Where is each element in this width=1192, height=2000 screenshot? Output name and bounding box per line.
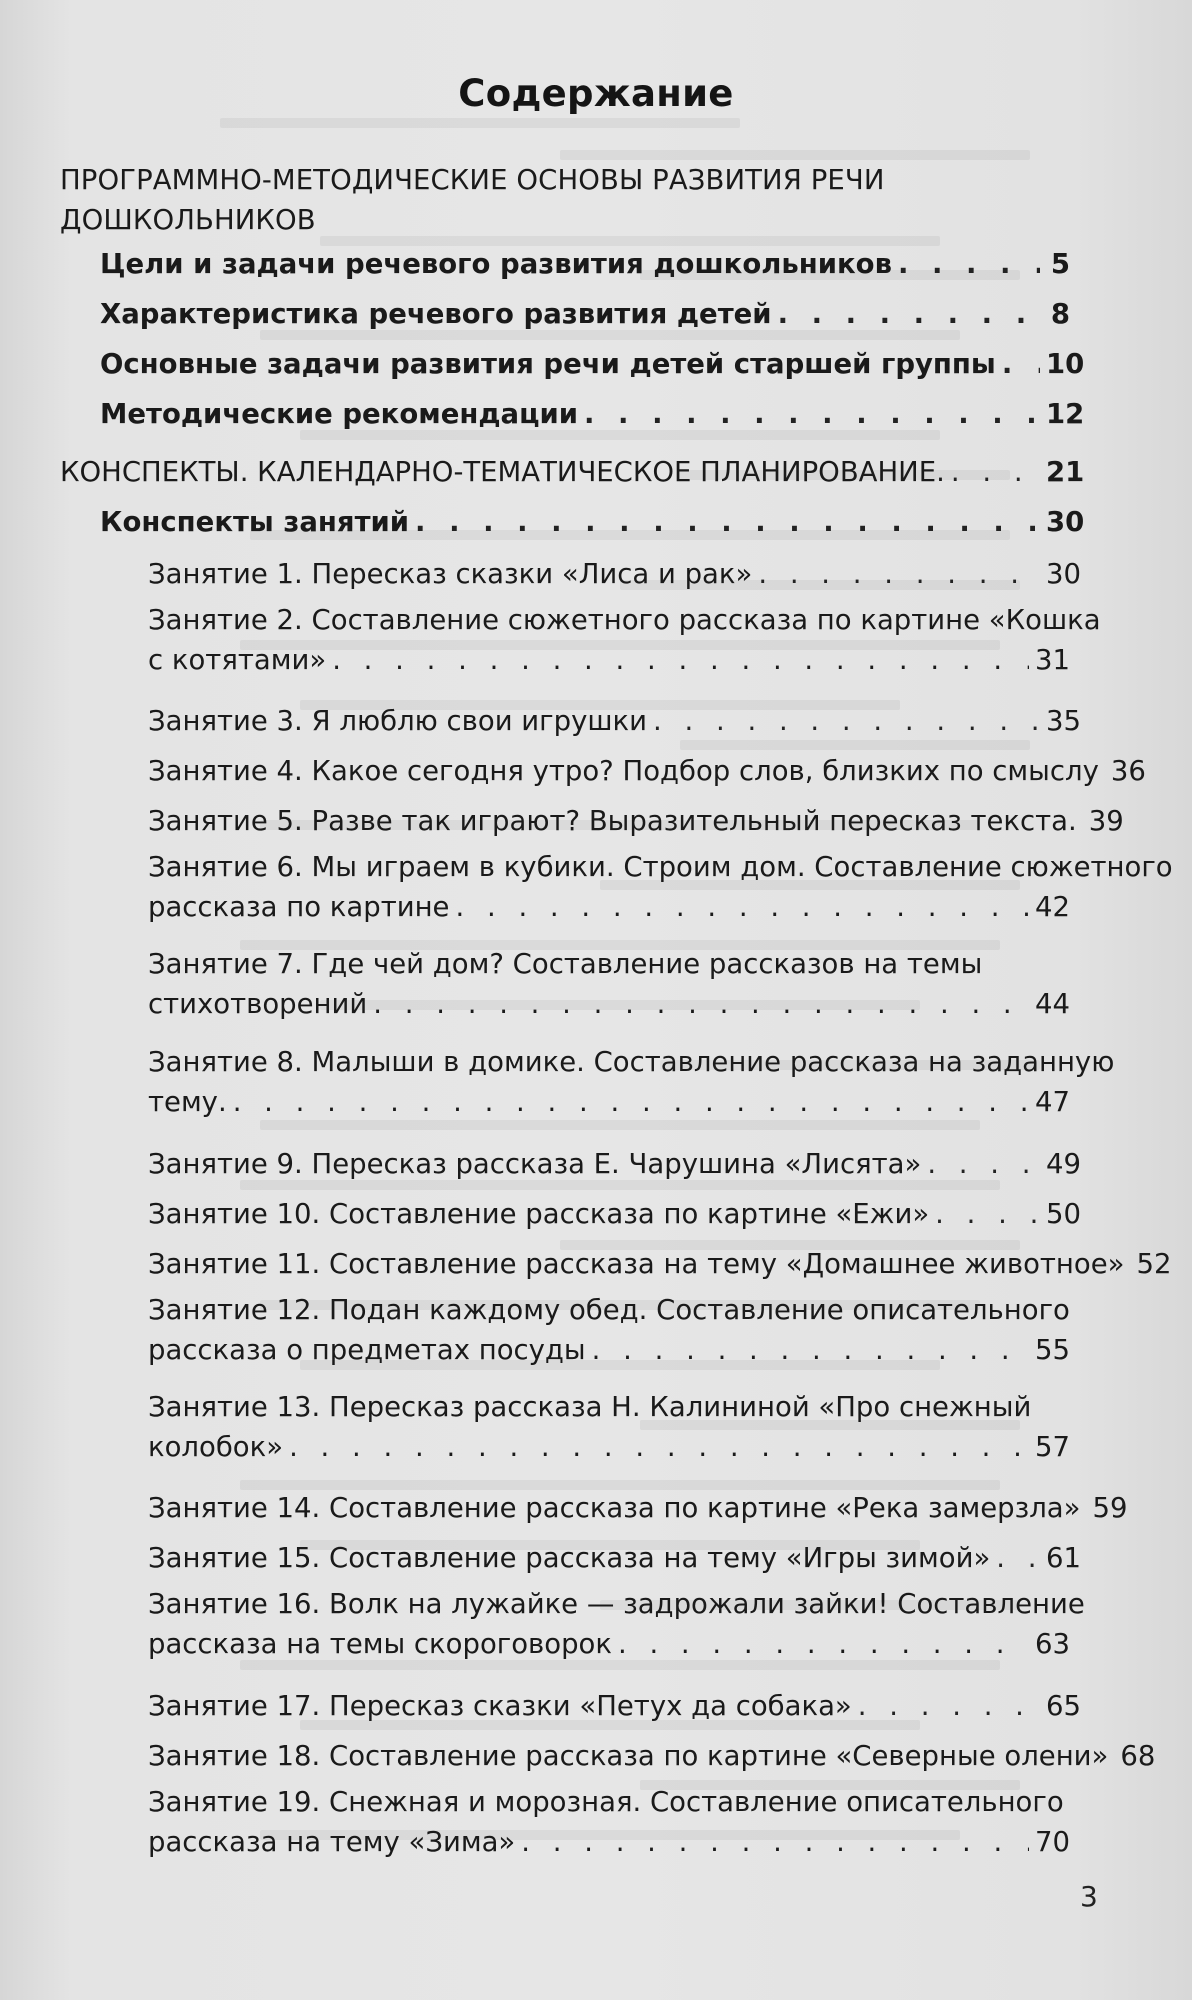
toc-entry-text: Характеристика речевого развития детей: [100, 298, 772, 330]
lesson-entry-text-line2: тему.: [148, 1086, 227, 1118]
section-heading-text: КОНСПЕКТЫ. КАЛЕНДАРНО-ТЕМАТИЧЕСКОЕ ПЛАНИРОВАНИЕ.: [60, 456, 945, 488]
lesson-entry-page: 68: [1120, 1740, 1156, 1772]
lesson-entry-page: 59: [1092, 1492, 1128, 1524]
lesson-entry[interactable]: [148, 1148, 1081, 1180]
lesson-entry-page: 65: [1046, 1690, 1081, 1722]
lesson-entry-text: Занятие 3. Я люблю свои игрушки: [148, 705, 648, 737]
lesson-entry-page: 35: [1046, 705, 1081, 737]
lesson-entry-text-line2: с котятами»: [148, 644, 327, 676]
dot-leader: [1002, 348, 1040, 380]
section-heading-program: [60, 160, 1060, 240]
lesson-entry-page: 39: [1088, 805, 1124, 837]
lesson-entry[interactable]: [148, 805, 1124, 837]
section-heading-line: ПРОГРАММНО-МЕТОДИЧЕСКИЕ ОСНОВЫ РАЗВИТИЯ РЕЧИ: [60, 164, 885, 196]
dot-leader: [927, 1148, 1040, 1180]
lesson-entry[interactable]: [148, 1248, 1172, 1280]
show-through-line: [220, 118, 740, 128]
toc-entry-page: 30: [1046, 506, 1085, 538]
lesson-entry[interactable]: [148, 755, 1146, 787]
dot-leader: [415, 506, 1040, 538]
lesson-entry-text-line1: Занятие 6. Мы играем в кубики. Строим дом. Составление сюжетного: [148, 851, 1173, 883]
lesson-entry-text-line2: рассказа на тему «Зима»: [148, 1826, 516, 1858]
lesson-entry-text: Занятие 4. Какое сегодня утро? Подбор слов, близких по смыслу: [148, 755, 1099, 787]
lesson-entry-last-line: [148, 1330, 1070, 1370]
show-through-line: [560, 150, 1030, 160]
lesson-entry-last-line: [148, 1624, 1070, 1664]
toc-entry[interactable]: [100, 398, 1085, 430]
lesson-entry-text-line1: Занятие 2. Составление сюжетного рассказа по картине «Кошка: [148, 604, 1101, 636]
lesson-entry-last-line: [148, 1427, 1070, 1467]
lesson-entry-text: Занятие 17. Пересказ сказки «Петух да собака»: [148, 1690, 852, 1722]
lesson-entry-text-line1: Занятие 13. Пересказ рассказа Н. Калининой «Про снежный: [148, 1391, 1032, 1423]
lesson-entry-text: Занятие 11. Составление рассказа на тему «Домашнее животное»: [148, 1248, 1125, 1280]
toc-entry-page: 8: [1050, 298, 1070, 330]
dot-leader: [898, 248, 1040, 280]
lesson-entry-text: Занятие 18. Составление рассказа по картине «Северные олени»: [148, 1740, 1109, 1772]
lesson-entry-text-line1: Занятие 7. Где чей дом? Составление рассказов на темы: [148, 948, 983, 980]
dot-leader: [521, 1822, 1029, 1862]
show-through-line: [680, 740, 1030, 750]
lesson-entry[interactable]: [148, 1198, 1081, 1230]
lesson-entry-page: 63: [1035, 1628, 1070, 1660]
toc-entry-page: 12: [1046, 398, 1085, 430]
lesson-entry-text-line2: рассказа по картине: [148, 891, 450, 923]
lesson-entry-text: Занятие 10. Составление рассказа по картине «Ежи»: [148, 1198, 930, 1230]
dot-leader: [373, 984, 1029, 1024]
lesson-entry-page: 31: [1035, 644, 1070, 676]
dot-leader: [455, 887, 1029, 927]
lesson-entry[interactable]: [148, 558, 1081, 590]
lesson-entry-text-line1: Занятие 16. Волк на лужайке — задрожали зайки! Составление: [148, 1588, 1085, 1620]
lesson-entry-text-line1: Занятие 8. Малыши в домике. Составление рассказа на заданную: [148, 1046, 1115, 1078]
page-title: Содержание: [458, 72, 734, 115]
lesson-entry-last-line: [148, 984, 1070, 1024]
lesson-entry-text: Занятие 9. Пересказ рассказа Е. Чарушина «Лисята»: [148, 1148, 922, 1180]
toc-entry[interactable]: [100, 298, 1070, 330]
dot-leader: [778, 298, 1040, 330]
toc-entry-text: Цели и задачи речевого развития дошкольников: [100, 248, 892, 280]
show-through-line: [260, 330, 960, 340]
lesson-entry-page: 55: [1035, 1334, 1070, 1366]
lesson-entry-page: 44: [1035, 988, 1070, 1020]
lesson-entry[interactable]: [148, 944, 1070, 1024]
lesson-entry[interactable]: [148, 1542, 1081, 1574]
toc-subheading-entry[interactable]: [100, 506, 1085, 538]
lesson-entry[interactable]: [148, 600, 1101, 680]
lesson-entry-text: Занятие 14. Составление рассказа по картине «Река замерзла»: [148, 1492, 1081, 1524]
dot-leader: [332, 640, 1029, 680]
dot-leader: [289, 1427, 1029, 1467]
lesson-entry-text: Занятие 5. Разве так играют? Выразительный пересказ текста.: [148, 805, 1077, 837]
lesson-entry[interactable]: [148, 1387, 1070, 1467]
lesson-entry[interactable]: [148, 1290, 1070, 1370]
lesson-entry-last-line: [148, 1822, 1070, 1862]
lesson-entry-text-line2: колобок»: [148, 1431, 284, 1463]
toc-entry-text: Конспекты занятий: [100, 506, 410, 538]
dot-leader: [233, 1082, 1029, 1122]
section-heading-konspekty[interactable]: [60, 456, 1085, 488]
toc-entry[interactable]: [100, 348, 1085, 380]
dot-leader: [592, 1330, 1029, 1370]
dot-leader: [584, 398, 1040, 430]
lesson-entry-page: 42: [1035, 891, 1070, 923]
section-heading-page: 21: [1046, 456, 1085, 488]
lesson-entry[interactable]: [148, 1740, 1156, 1772]
lesson-entry-page: 70: [1035, 1826, 1070, 1858]
lesson-entry-text-line2: рассказа о предметах посуды: [148, 1334, 586, 1366]
lesson-entry-last-line: [148, 640, 1070, 680]
dot-leader: [653, 705, 1040, 737]
page-number: 3: [1080, 1880, 1098, 1913]
lesson-entry[interactable]: [148, 1782, 1070, 1862]
lesson-entry[interactable]: [148, 847, 1173, 927]
lesson-entry-text-line2: рассказа на темы скороговорок: [148, 1628, 612, 1660]
lesson-entry[interactable]: [148, 1584, 1085, 1664]
section-heading-line: ДОШКОЛЬНИКОВ: [60, 204, 316, 236]
lesson-entry-page: 50: [1046, 1198, 1081, 1230]
dot-leader: [951, 456, 1040, 488]
lesson-entry[interactable]: [148, 1042, 1115, 1122]
lesson-entry-text: Занятие 1. Пересказ сказки «Лиса и рак»: [148, 558, 753, 590]
dot-leader: [858, 1690, 1040, 1722]
dot-leader: [935, 1198, 1040, 1230]
dot-leader: [996, 1542, 1040, 1574]
toc-entry[interactable]: [100, 248, 1070, 280]
lesson-entry-text-line1: Занятие 12. Подан каждому обед. Составление описательного: [148, 1294, 1070, 1326]
lesson-entry-page: 49: [1046, 1148, 1081, 1180]
toc-entry-text: Методические рекомендации: [100, 398, 579, 430]
lesson-entry-page: 36: [1110, 755, 1146, 787]
show-through-line: [240, 1480, 1000, 1490]
lesson-entry-text: Занятие 15. Составление рассказа на тему «Игры зимой»: [148, 1542, 991, 1574]
toc-entry-page: 10: [1046, 348, 1085, 380]
lesson-entry-page: 52: [1136, 1248, 1172, 1280]
lesson-entry-page: 47: [1035, 1086, 1070, 1118]
lesson-entry-page: 57: [1035, 1431, 1070, 1463]
lesson-entry-text-line1: Занятие 19. Снежная и морозная. Составление описательного: [148, 1786, 1064, 1818]
lesson-entry-text-line2: стихотворений: [148, 988, 368, 1020]
lesson-entry-page: 30: [1046, 558, 1081, 590]
toc-entry-text: Основные задачи развития речи детей старшей группы: [100, 348, 996, 380]
dot-leader: [758, 558, 1040, 590]
lesson-entry[interactable]: [148, 1492, 1128, 1524]
lesson-entry-last-line: [148, 887, 1070, 927]
lesson-entry[interactable]: [148, 705, 1081, 737]
show-through-line: [240, 1180, 1000, 1190]
toc-entry-page: 5: [1050, 248, 1070, 280]
lesson-entry[interactable]: [148, 1690, 1081, 1722]
dot-leader: [618, 1624, 1029, 1664]
lesson-entry-last-line: [148, 1082, 1070, 1122]
show-through-line: [300, 430, 940, 440]
lesson-entry-page: 61: [1046, 1542, 1081, 1574]
